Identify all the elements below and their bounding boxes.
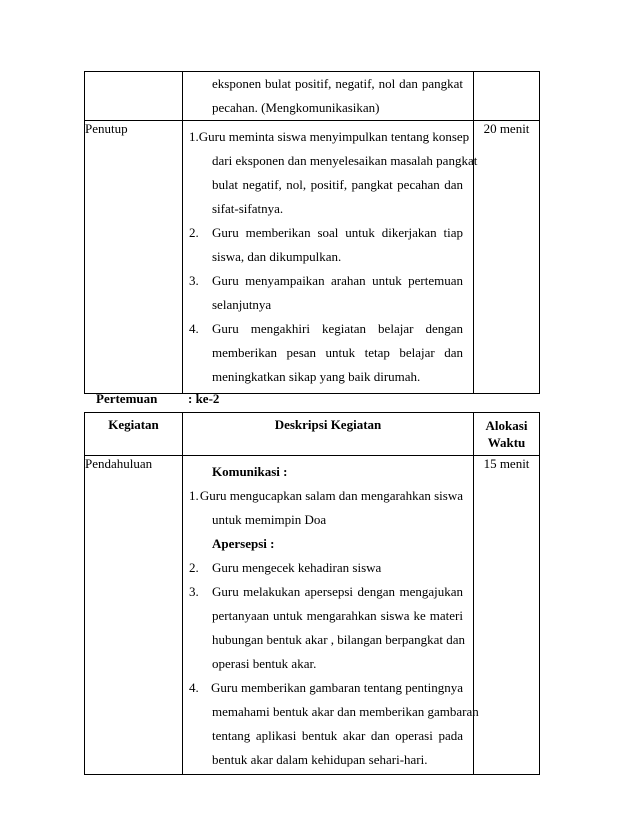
lesson-table-continued [84, 71, 540, 394]
kegiatan-cell: Penutup [85, 121, 183, 394]
item-number: 2. [189, 225, 199, 240]
text-line: eksponen bulat positif, negatif, nol dan pangkat [212, 76, 463, 91]
text-line: hubungan bentuk akar , bilangan berpangkat dan [212, 632, 466, 647]
text-line: sifat-sifatnya. [212, 201, 284, 216]
pertemuan-value: : ke-2 [188, 391, 220, 406]
text-line: bulat negatif, nol, positif, pangkat pecahan dan [212, 177, 463, 192]
section-heading: Apersepsi : [212, 536, 275, 551]
empty-cell [474, 72, 540, 121]
description-cell [183, 456, 479, 775]
table-row [85, 121, 540, 394]
list-item [189, 125, 478, 221]
text-line: Guru memberikan soal untuk dikerjakan tiap [212, 225, 463, 240]
alokasi-cell: 15 menit [474, 456, 540, 775]
list-item [189, 317, 463, 389]
list-item [189, 676, 479, 772]
pertemuan-label: Pertemuan [96, 391, 158, 406]
item-number: 4. [189, 321, 199, 336]
list-item [189, 556, 463, 580]
text-line: bentuk akar dalam kehidupan sehari-hari. [212, 752, 428, 767]
text-line: Guru melakukan apersepsi dengan mengajukan [212, 584, 463, 599]
item-number: 3. [189, 273, 199, 288]
pertemuan-line [96, 391, 219, 407]
text-line: dari eksponen dan menyelesaikan masalah pangkat [212, 153, 478, 168]
text-line: memahami bentuk akar dan memberikan gambaran [212, 704, 479, 719]
list-item [189, 484, 463, 532]
text-line: Guru mengucapkan salam dan mengarahkan siswa [199, 488, 463, 503]
list-item [189, 580, 466, 676]
item-number: 2. [189, 560, 199, 575]
kegiatan-cell: Pendahuluan [85, 456, 183, 775]
item-number: 1. [189, 129, 199, 144]
table-header-row [85, 413, 540, 456]
alokasi-cell: 20 menit [474, 121, 540, 394]
text-line: siswa, dan dikumpulkan. [212, 249, 342, 264]
description-cell [183, 72, 474, 121]
text-line: Guru menyampaikan arahan untuk pertemuan [212, 273, 463, 288]
section-heading: Komunikasi : [212, 464, 288, 479]
text-line: pertanyaan untuk mengarahkan siswa ke materi [212, 608, 463, 623]
text-line: untuk memimpin Doa [212, 512, 327, 527]
text-line: Guru memberikan gambaran tentang pentingnya [211, 680, 463, 695]
header-alokasi [474, 413, 540, 456]
text-line: memberikan pesan untuk tetap belajar dan [212, 345, 463, 360]
text-line: Guru meminta siswa menyimpulkan tentang konsep [198, 129, 470, 144]
description-cell [183, 121, 478, 394]
text-line: pecahan. (Mengkomunikasikan) [212, 100, 380, 115]
item-number: 4. [189, 680, 199, 695]
item-number: 3. [189, 584, 199, 599]
header-alokasi-line2: Waktu [487, 435, 526, 450]
text-line: Guru mengakhiri kegiatan belajar dengan [212, 321, 463, 336]
list-item [189, 221, 463, 269]
text-line: operasi bentuk akar. [212, 656, 317, 671]
text-line: selanjutnya [212, 297, 272, 312]
header-alokasi-line1: Alokasi [485, 418, 528, 433]
table-row [85, 456, 540, 775]
text-line: Guru mengecek kehadiran siswa [212, 560, 382, 575]
header-kegiatan: Kegiatan [85, 413, 183, 456]
text-line: tentang aplikasi bentuk akar dan operasi pada [212, 728, 463, 743]
table-row [85, 72, 540, 121]
item-number: 1. [189, 488, 199, 503]
list-item [189, 269, 463, 317]
text-line: meningkatkan sikap yang baik dirumah. [212, 369, 421, 384]
empty-cell [85, 72, 183, 121]
lesson-table-meeting-2 [84, 412, 540, 775]
header-deskripsi: Deskripsi Kegiatan [183, 413, 474, 456]
